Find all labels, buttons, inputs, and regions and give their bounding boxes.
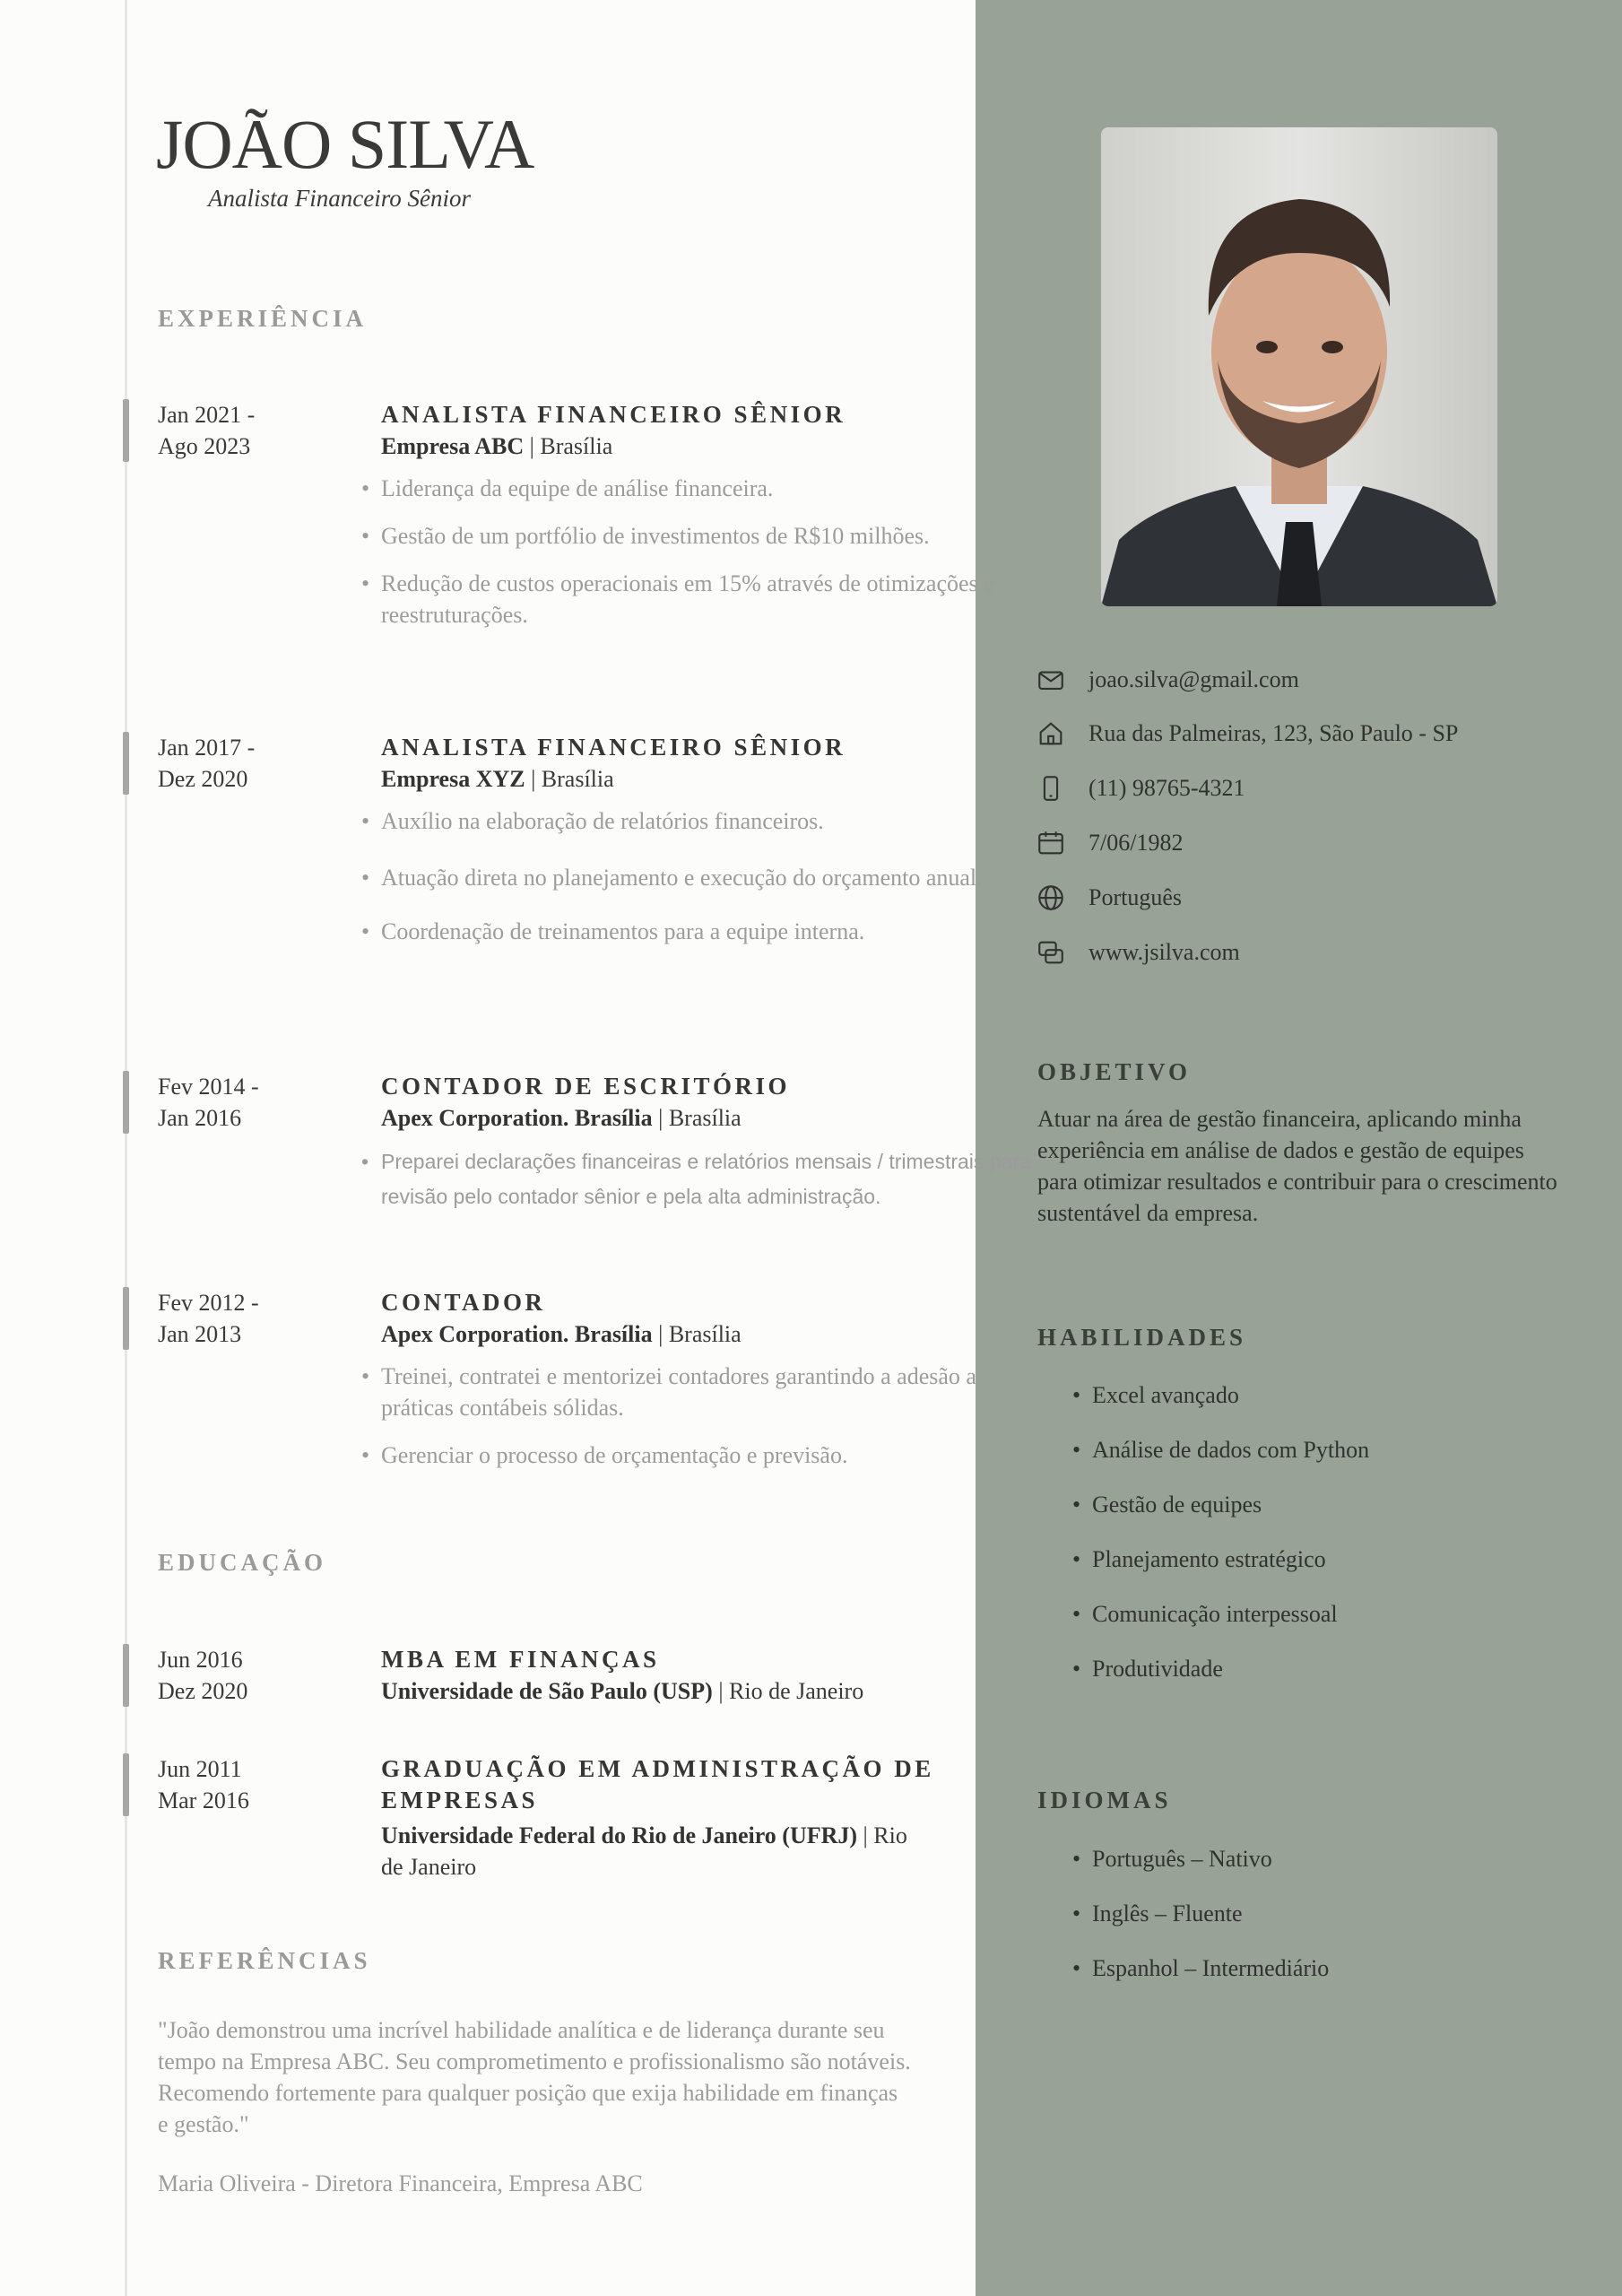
company-location: | Brasília — [525, 766, 614, 792]
bullet-item: • Atuação direta no planejamento e execução do orçamento anual. — [361, 862, 1045, 893]
calendar-icon — [1036, 828, 1066, 858]
skill-item: • Comunicação interpessoal — [1072, 1598, 1369, 1653]
entry-date — [158, 1644, 346, 1707]
bullet-item: • Preparei declarações financeiras e relatórios mensais / trimestrais para revisão pelo contador sênior e pela alta administração. — [361, 1144, 1045, 1214]
section-title-education: EDUCAÇÃO — [158, 1549, 327, 1576]
company-line — [381, 430, 1045, 462]
objective-text: Atuar na área de gestão financeira, aplicando minha experiência em análise de dados e gestão de equipes para otimizar resultados e contribuir para o crescimento sustentável da empresa. — [1037, 1106, 1557, 1226]
contact-birthdate — [1036, 827, 1592, 859]
job-title: CONTADOR — [381, 1289, 546, 1316]
bullet-item: • Gestão de um portfólio de investimentos de R$10 milhões. — [361, 520, 1045, 552]
date-start: Jun 2016 — [158, 1647, 243, 1673]
contact-phone[interactable] — [1036, 772, 1592, 804]
institution-location: | Rio de Janeiro — [381, 1822, 907, 1880]
bullet-list — [361, 473, 1045, 631]
company-location: | Brasília — [652, 1321, 742, 1347]
entry-marker — [123, 1644, 129, 1707]
contact-website-text: www.jsilva.com — [1089, 939, 1240, 965]
skills-list — [1072, 1379, 1369, 1708]
entry-date — [158, 1753, 346, 1816]
company-name: Empresa ABC — [381, 433, 525, 459]
reference-author: Maria Oliveira - Diretora Financeira, Empresa ABC — [158, 2170, 643, 2196]
bullet-item: • Liderança da equipe de análise financeira. — [361, 473, 1045, 504]
phone-icon — [1036, 773, 1066, 804]
date-end: Jan 2013 — [158, 1321, 242, 1347]
institution-name: Universidade de São Paulo (USP) — [381, 1678, 713, 1704]
contact-email[interactable] — [1036, 664, 1592, 696]
entry-date — [158, 399, 346, 462]
bullet-item: • Auxílio na elaboração de relatórios financeiros. — [361, 805, 1045, 837]
skill-item: • Planejamento estratégico — [1072, 1544, 1369, 1598]
date-start: Fev 2014 - — [158, 1074, 259, 1100]
job-title: CONTADOR DE ESCRITÓRIO — [381, 1073, 791, 1100]
entry-marker — [123, 399, 129, 462]
entry-marker — [123, 1287, 129, 1350]
company-line — [381, 1318, 1045, 1350]
company-line — [381, 763, 1045, 795]
contact-language — [1036, 882, 1592, 914]
company-line — [381, 1102, 1045, 1134]
institution-line — [381, 1675, 1045, 1707]
section-title-references: REFERÊNCIAS — [158, 1947, 371, 1974]
entry-date — [158, 732, 346, 795]
contact-language-text: Português — [1089, 884, 1182, 910]
company-name: Apex Corporation. Brasília — [381, 1321, 653, 1347]
section-title-skills: HABILIDADES — [1037, 1324, 1247, 1351]
date-end: Mar 2016 — [158, 1787, 249, 1813]
globe-icon — [1036, 883, 1066, 913]
section-title-objective: OBJETIVO — [1037, 1058, 1191, 1085]
date-end: Dez 2020 — [158, 766, 248, 792]
candidate-subtitle: Analista Financeiro Sênior — [208, 185, 471, 212]
date-end: Dez 2020 — [158, 1678, 248, 1704]
company-name: Apex Corporation. Brasília — [381, 1105, 653, 1131]
company-name: Empresa XYZ — [381, 766, 525, 792]
job-title: ANALISTA FINANCEIRO SÊNIOR — [381, 401, 846, 428]
skill-item: • Análise de dados com Python — [1072, 1434, 1369, 1489]
bullet-item: • Coordenação de treinamentos para a equipe interna. — [361, 916, 1045, 947]
contact-birthdate-text: 7/06/1982 — [1089, 830, 1184, 856]
bullet-item: • Treinei, contratei e mentorizei contadores garantindo a adesão a práticas contábeis sólidas. — [361, 1361, 1045, 1423]
skill-item: • Gestão de equipes — [1072, 1489, 1369, 1544]
bullet-list — [361, 805, 1045, 947]
company-location: | Brasília — [652, 1105, 742, 1131]
institution-location: | Rio de Janeiro — [712, 1678, 864, 1704]
reference-quote: "João demonstrou uma incrível habilidade analítica e de liderança durante seu tempo na Empresa ABC. Seu comprometimento e profissionalismo são notáveis. Recomendo fortemente para qualquer posição que exija habilidade em finanças e gestão." — [158, 2017, 911, 2137]
section-title-languages: IDIOMAS — [1037, 1787, 1172, 1813]
degree-title: MBA EM FINANÇAS — [381, 1646, 660, 1673]
bullet-item: • Redução de custos operacionais em 15% através de otimizações e reestruturações. — [361, 568, 1045, 631]
company-location: | Brasília — [524, 433, 613, 459]
date-start: Jan 2017 - — [158, 735, 256, 761]
skill-item: • Produtividade — [1072, 1653, 1369, 1708]
job-title: ANALISTA FINANCEIRO SÊNIOR — [381, 734, 846, 761]
bullet-list — [361, 1361, 1045, 1471]
contact-website[interactable] — [1036, 936, 1592, 969]
contact-phone-text: (11) 98765-4321 — [1089, 775, 1245, 801]
link-icon — [1036, 937, 1066, 968]
date-end: Ago 2023 — [158, 433, 251, 459]
date-start: Fev 2012 - — [158, 1290, 259, 1316]
contact-address — [1036, 718, 1592, 750]
institution-line — [381, 1820, 919, 1883]
languages-list — [1072, 1843, 1329, 2007]
mail-icon — [1036, 665, 1066, 695]
entry-marker — [123, 1753, 129, 1816]
skill-item: • Excel avançado — [1072, 1379, 1369, 1434]
home-icon — [1036, 718, 1066, 749]
date-start: Jun 2011 — [158, 1756, 242, 1782]
date-end: Jan 2016 — [158, 1105, 242, 1131]
entry-date — [158, 1071, 346, 1134]
contact-address-text: Rua das Palmeiras, 123, São Paulo - SP — [1089, 720, 1459, 746]
left-guide-line — [125, 0, 127, 2296]
language-item: • Inglês – Fluente — [1072, 1898, 1329, 1952]
section-title-experience: EXPERIÊNCIA — [158, 305, 368, 332]
language-item: • Espanhol – Intermediário — [1072, 1952, 1329, 2007]
contact-email-text: joao.silva@gmail.com — [1089, 666, 1299, 692]
bullet-list — [361, 1144, 1045, 1214]
degree-title: GRADUAÇÃO EM ADMINISTRAÇÃO DE EMPRESAS — [381, 1755, 934, 1813]
institution-name: Universidade Federal do Rio de Janeiro (UFRJ) — [381, 1822, 858, 1848]
date-start: Jan 2021 - — [158, 402, 256, 428]
candidate-name: JOÃO SILVA — [156, 105, 534, 183]
profile-photo-illustration — [1101, 127, 1497, 606]
entry-marker — [123, 1071, 129, 1134]
entry-date — [158, 1287, 346, 1350]
entry-marker — [123, 732, 129, 795]
language-item: • Português – Nativo — [1072, 1843, 1329, 1898]
bullet-item: • Gerenciar o processo de orçamentação e previsão. — [361, 1439, 1045, 1471]
profile-photo — [1101, 127, 1497, 606]
